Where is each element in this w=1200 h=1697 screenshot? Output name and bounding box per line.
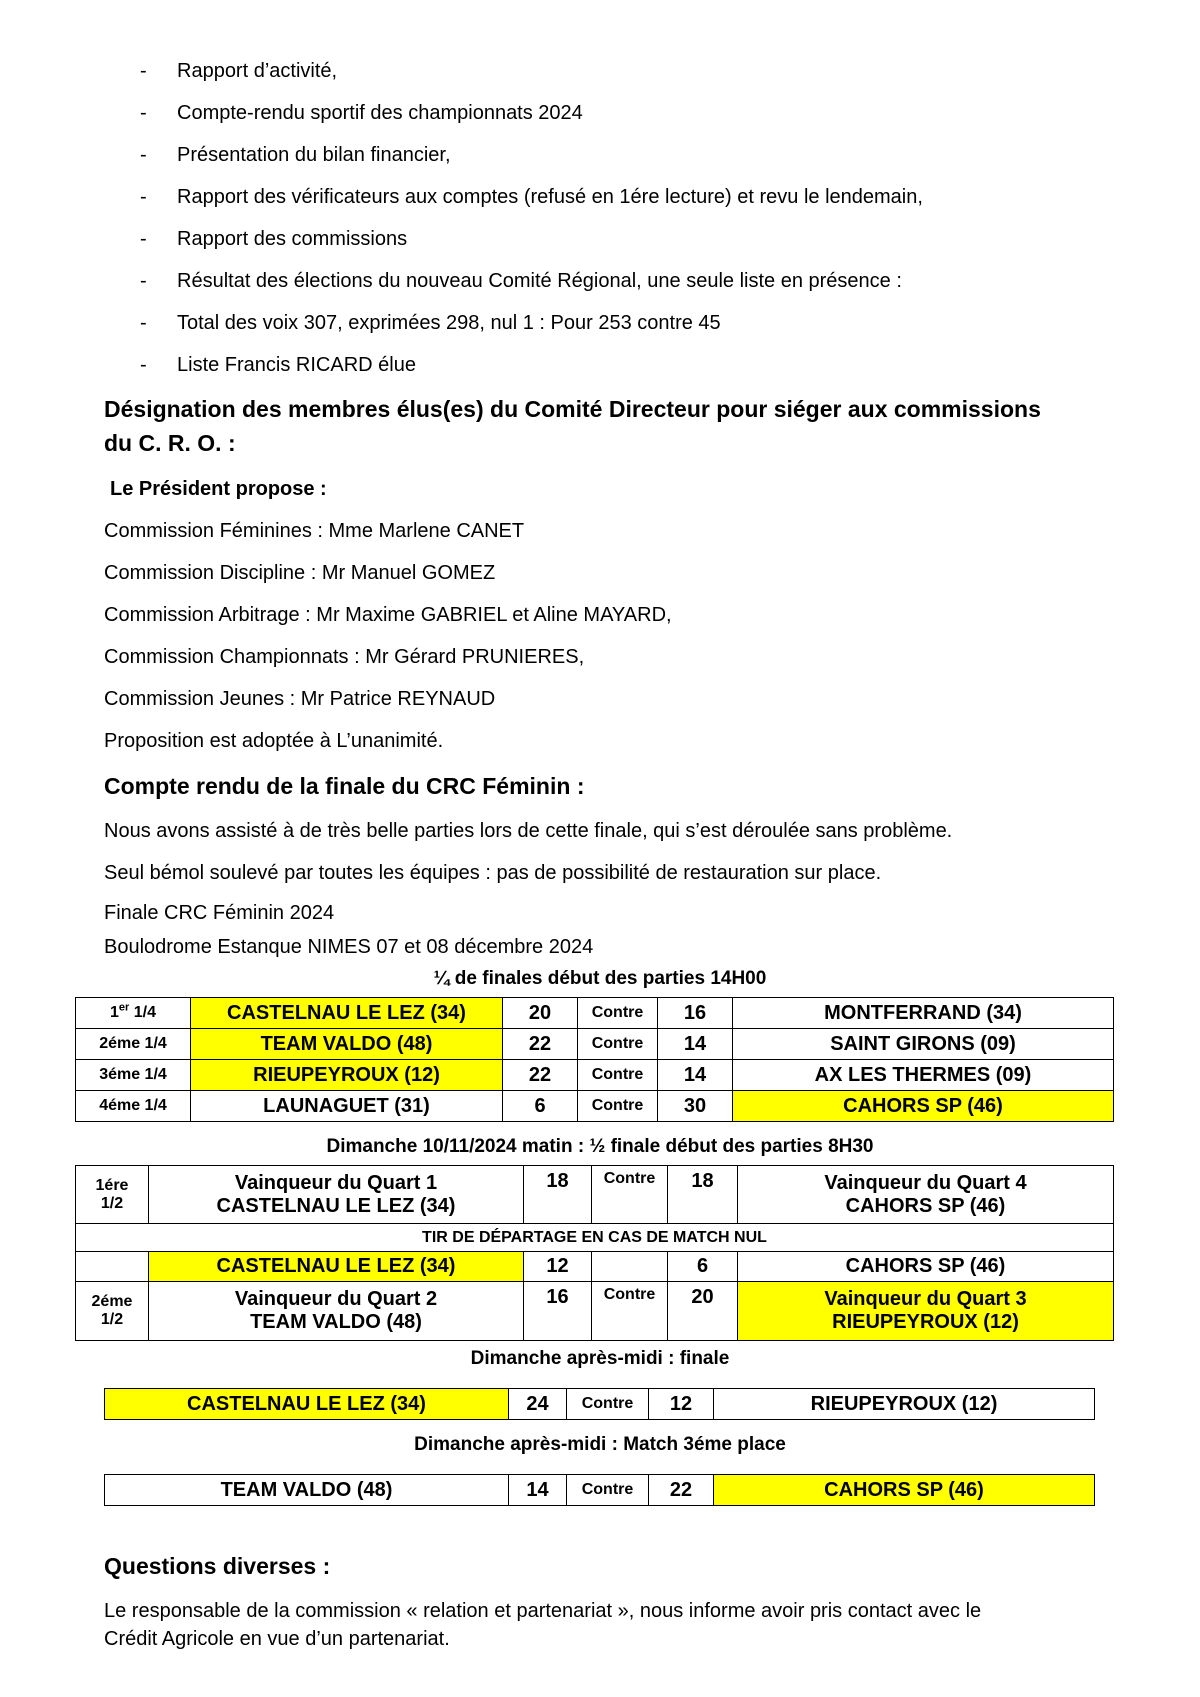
list-item: - Compte-rendu sportif des championnats 2024 [140, 102, 583, 124]
score-cell: 18 [668, 1166, 738, 1224]
score-cell: 18 [524, 1166, 592, 1224]
team-cell: CASTELNAU LE LEZ (34) [191, 998, 503, 1029]
table-row [76, 1091, 1114, 1122]
list-item: - Présentation du bilan financier, [140, 144, 451, 166]
list-item: - Liste Francis RICARD élue [140, 354, 416, 376]
team-cell: AX LES THERMES (09) [733, 1060, 1114, 1091]
commission-line: Commission Championnats : Mr Gérard PRUNIERES, [104, 646, 585, 668]
crc-heading: Compte rendu de la finale du CRC Féminin : [104, 773, 585, 799]
team-cell: CAHORS SP (46) [738, 1252, 1114, 1282]
team-cell: Vainqueur du Quart 3 RIEUPEYROUX (12) [738, 1282, 1114, 1341]
table-row [105, 1475, 1095, 1506]
table-row [76, 998, 1114, 1029]
third-caption: Dimanche après-midi : Match 3éme place [414, 1434, 786, 1455]
crc-paragraph: Nous avons assisté à de très belle parties lors de cette finale, qui s’est déroulée sans problème. [104, 820, 953, 842]
round-label: 2éme 1/4 [76, 1029, 191, 1060]
list-item: - Rapport d’activité, [140, 60, 338, 82]
quarters-caption: ¼ de finales début des parties 14H00 [433, 968, 767, 989]
team-cell: CASTELNAU LE LEZ (34) [149, 1252, 524, 1282]
contre-cell: Contre [578, 1029, 658, 1060]
final-caption: Dimanche après-midi : finale [470, 1348, 730, 1369]
score-cell: 14 [658, 1029, 733, 1060]
contre-cell: Contre [592, 1282, 668, 1341]
score-cell: 22 [503, 1029, 578, 1060]
table-row [76, 1282, 1114, 1341]
score-cell: 14 [658, 1060, 733, 1091]
score-cell: 16 [524, 1282, 592, 1341]
contre-cell: Contre [578, 998, 658, 1029]
list-item: - Rapport des commissions [140, 228, 408, 250]
team-cell: TEAM VALDO (48) [105, 1475, 509, 1506]
questions-paragraph: Le responsable de la commission « relation et partenariat », nous informe avoir pris contact avec le [104, 1600, 982, 1622]
score-cell: 22 [649, 1475, 714, 1506]
team-cell: CAHORS SP (46) [714, 1475, 1095, 1506]
designation-heading-cont: du C. R. O. : [104, 430, 236, 456]
score-cell: 30 [658, 1091, 733, 1122]
team-cell: RIEUPEYROUX (12) [191, 1060, 503, 1091]
third-table [104, 1474, 1095, 1506]
list-item: - Résultat des élections du nouveau Comité Régional, une seule liste en présence : [140, 270, 902, 292]
empty-cell [592, 1252, 668, 1282]
team-cell: LAUNAGUET (31) [191, 1091, 503, 1122]
table-row [105, 1389, 1095, 1420]
adoption-note: Proposition est adoptée à L’unanimité. [104, 730, 444, 752]
score-cell: 24 [509, 1389, 567, 1420]
round-label: 1er 1/4 [76, 998, 191, 1029]
contre-cell: Contre [592, 1166, 668, 1224]
round-label: 3éme 1/4 [76, 1060, 191, 1091]
round-label: 4éme 1/4 [76, 1091, 191, 1122]
score-cell: 14 [509, 1475, 567, 1506]
questions-heading: Questions diverses : [104, 1553, 331, 1579]
score-cell: 12 [524, 1252, 592, 1282]
event-venue: Boulodrome Estanque NIMES 07 et 08 décembre 2024 [104, 936, 594, 958]
list-item: - Rapport des vérificateurs aux comptes (refusé en 1ére lecture) et revu le lendemain, [140, 186, 923, 208]
table-row [76, 1029, 1114, 1060]
contre-cell: Contre [567, 1389, 649, 1420]
event-title: Finale CRC Féminin 2024 [104, 902, 335, 924]
team-cell: SAINT GIRONS (09) [733, 1029, 1114, 1060]
team-cell: RIEUPEYROUX (12) [714, 1389, 1095, 1420]
president-proposes: Le Président propose : [110, 478, 327, 500]
team-cell: Vainqueur du Quart 2 TEAM VALDO (48) [149, 1282, 524, 1341]
crc-paragraph: Seul bémol soulevé par toutes les équipes : pas de possibilité de restauration sur place. [104, 862, 882, 884]
table-row [76, 1224, 1114, 1252]
score-cell: 6 [668, 1252, 738, 1282]
designation-heading: Désignation des membres élus(es) du Comité Directeur pour siéger aux commissions [104, 396, 1041, 422]
semis-table [75, 1165, 1114, 1341]
agenda-list [0, 56, 1200, 392]
commission-line: Commission Jeunes : Mr Patrice REYNAUD [104, 688, 496, 710]
score-cell: 12 [649, 1389, 714, 1420]
team-cell: TEAM VALDO (48) [191, 1029, 503, 1060]
contre-cell: Contre [578, 1060, 658, 1091]
score-cell: 6 [503, 1091, 578, 1122]
table-row [76, 1060, 1114, 1091]
commission-line: Commission Arbitrage : Mr Maxime GABRIEL et Aline MAYARD, [104, 604, 672, 626]
team-cell: Vainqueur du Quart 1 CASTELNAU LE LEZ (34) [149, 1166, 524, 1224]
table-row [76, 1252, 1114, 1282]
final-table [104, 1388, 1095, 1420]
team-cell: CASTELNAU LE LEZ (34) [105, 1389, 509, 1420]
round-label: 1ére 1/2 [76, 1166, 149, 1224]
tiebreak-caption: TIR DE DÉPARTAGE EN CAS DE MATCH NUL [76, 1224, 1114, 1252]
score-cell: 20 [503, 998, 578, 1029]
contre-cell: Contre [567, 1475, 649, 1506]
score-cell: 22 [503, 1060, 578, 1091]
team-cell: CAHORS SP (46) [733, 1091, 1114, 1122]
quarters-table [75, 997, 1114, 1122]
semis-caption: Dimanche 10/11/2024 matin : ½ finale début des parties 8H30 [326, 1136, 874, 1157]
questions-paragraph-cont: Crédit Agricole en vue d’un partenariat. [104, 1628, 450, 1650]
score-cell: 20 [668, 1282, 738, 1341]
score-cell: 16 [658, 998, 733, 1029]
commission-line: Commission Féminines : Mme Marlene CANET [104, 520, 525, 542]
contre-cell: Contre [578, 1091, 658, 1122]
empty-cell [76, 1252, 149, 1282]
commission-line: Commission Discipline : Mr Manuel GOMEZ [104, 562, 496, 584]
team-cell: Vainqueur du Quart 4 CAHORS SP (46) [738, 1166, 1114, 1224]
team-cell: MONTFERRAND (34) [733, 998, 1114, 1029]
list-item: - Total des voix 307, exprimées 298, nul 1 : Pour 253 contre 45 [140, 312, 721, 334]
round-label: 2éme 1/2 [76, 1282, 149, 1341]
table-row [76, 1166, 1114, 1224]
